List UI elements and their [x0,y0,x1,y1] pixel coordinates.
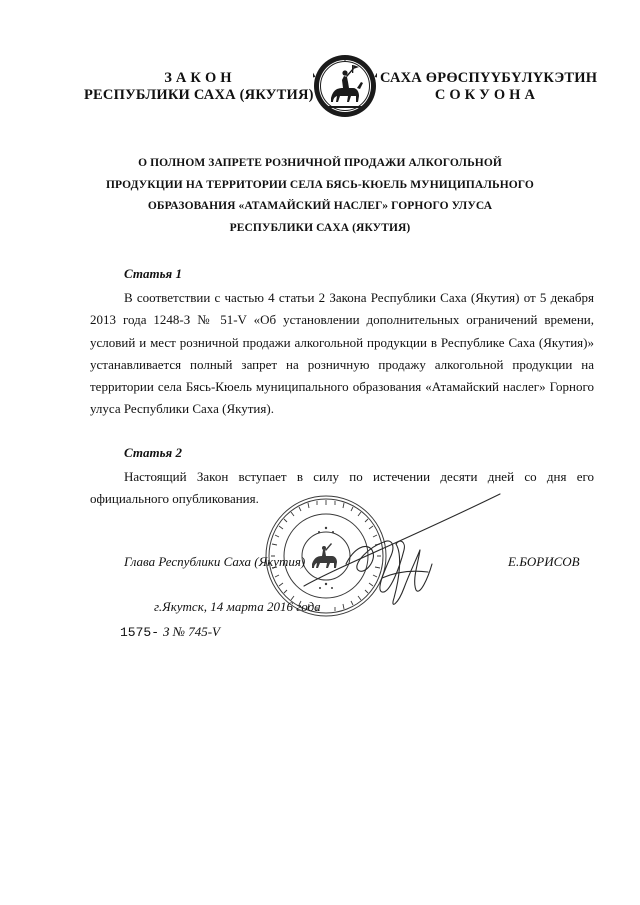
registration-number [120,624,220,640]
registration-code: З № 745-V [163,624,220,639]
header-right-sakha [380,70,598,104]
coat-of-arms-emblem-icon [313,54,377,118]
article-1-heading: Статья 1 [124,266,182,281]
header-right-line-2: С О К У О Н А [434,87,536,103]
registration-prefix: 1575- [120,625,160,640]
law-title-line: РЕСПУБЛИКИ САХА (ЯКУТИЯ) [229,221,411,234]
signatory-name: Е.БОРИСОВ [508,554,580,569]
handwritten-signature-icon [300,480,520,630]
header-right-line-1: САХА ӨРӨСПҮҮБҮЛҮКЭТИН [380,70,598,86]
article-2-text: Настоящий Закон вступает в силу по истечении десяти дней со дня его официального опубликования. [90,469,594,507]
article-2-heading: Статья 2 [124,445,182,460]
law-title-line: ОБРАЗОВАНИЯ «АТАМАЙСКИЙ НАСЛЕГ» ГОРНОГО УЛУСА [147,200,493,212]
header-left-russian [84,70,312,104]
header-left-line-1: З А К О Н [164,70,232,86]
place-and-date: г.Якутск, 14 марта 2016 года [154,599,321,614]
law-title [60,153,580,239]
article-1-text: В соответствии с частью 4 статьи 2 Закона Республики Саха (Якутия) от 5 декабря 2013 года 1248-З № 51-V «Об установлении дополнительных ограничений времени, условий и мест розничной продажи алкогольной продукции в Республике Саха (Якутия)» устанавливается полный запрет на розничную продажу алкогольной продукции на территории села Бясь-Кюель муниципального образования «Атамайский наслег» Горного улуса Республики Саха (Якутия). [90,290,594,417]
law-title-line: О ПОЛНОМ ЗАПРЕТЕ РОЗНИЧНОЙ ПРОДАЖИ АЛКОГОЛЬНОЙ [138,157,502,169]
signatory-position: Глава Республики Саха (Якутия) [124,554,306,569]
header-left-line-2: РЕСПУБЛИКИ САХА (ЯКУТИЯ) [84,87,314,103]
law-title-line: ПРОДУКЦИИ НА ТЕРРИТОРИИ СЕЛА БЯСЬ-КЮЕЛЬ МУНИЦИПАЛЬНОГО [106,178,534,191]
